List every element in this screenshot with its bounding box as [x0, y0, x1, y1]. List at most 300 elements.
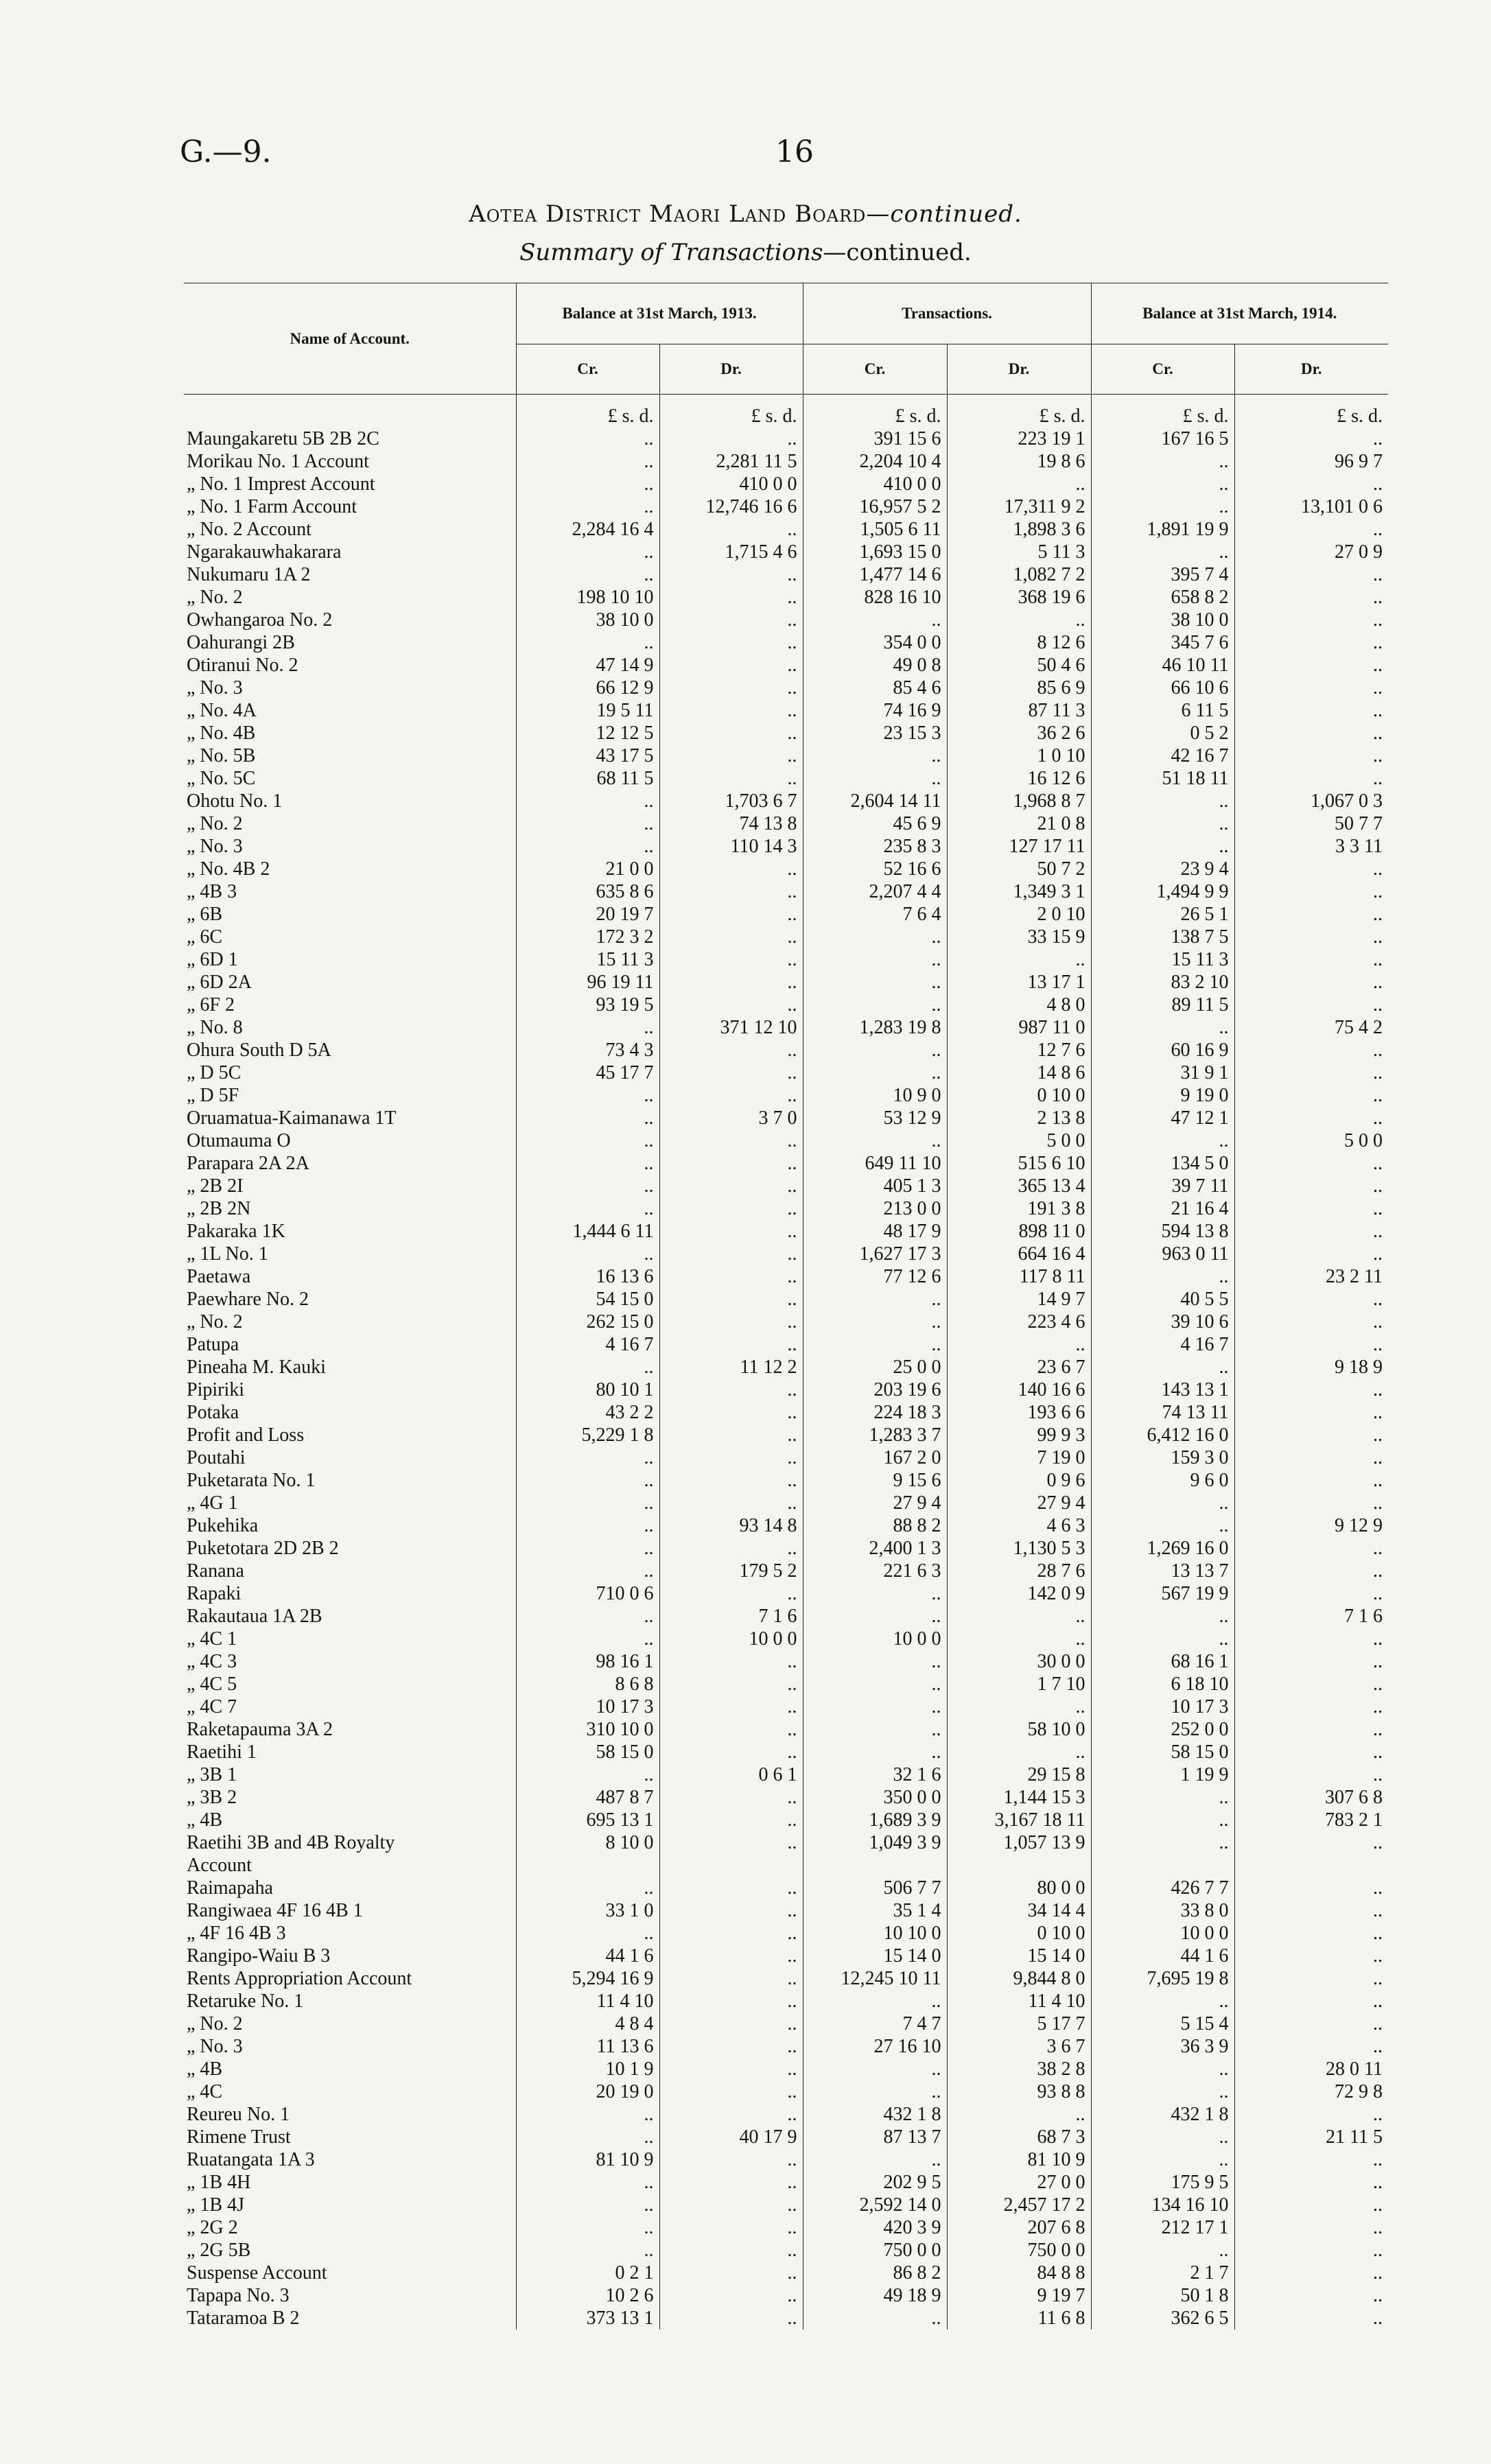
- amount-cell: ..: [659, 677, 803, 699]
- amount-cell: 750 0 0: [947, 2239, 1091, 2262]
- amount-cell: ..: [803, 1650, 947, 1673]
- amount-cell: ..: [803, 767, 947, 790]
- account-name: „ D 5C: [187, 1062, 242, 1083]
- account-name: Ranana: [187, 1560, 244, 1582]
- amount-cell: 2 13 8: [947, 1107, 1091, 1129]
- table-row: [184, 1220, 1388, 1243]
- amount-cell: 10 1 9: [516, 2058, 659, 2080]
- table-row: [184, 1446, 1388, 1469]
- amount-cell: 345 7 6: [1091, 631, 1234, 654]
- amount-cell: 4 8 4: [516, 2013, 659, 2035]
- amount-cell: 10 10 0: [803, 1922, 947, 1945]
- account-name: Ngarakauwhakarara: [187, 541, 342, 563]
- amount-cell: 8 6 8: [516, 1673, 659, 1696]
- amount-cell: ..: [516, 835, 659, 858]
- amount-cell: ..: [947, 609, 1091, 631]
- amount-cell: 66 12 9: [516, 677, 659, 699]
- amount-cell: ..: [516, 541, 659, 563]
- amount-cell: ..: [1234, 1741, 1388, 1763]
- amount-cell: 2 0 10: [947, 903, 1091, 926]
- amount-cell: ..: [1234, 1446, 1388, 1469]
- amount-cell: ..: [659, 2080, 803, 2103]
- amount-cell: ..: [659, 1424, 803, 1446]
- amount-cell: 73 4 3: [516, 1039, 659, 1061]
- table-row: [184, 1243, 1388, 1265]
- amount-cell: ..: [1091, 2080, 1234, 2103]
- amount-cell: ..: [516, 1129, 659, 1152]
- page-subtitle: [0, 239, 1491, 266]
- amount-cell: 426 7 7: [1091, 1877, 1234, 1899]
- table-row: [184, 1265, 1388, 1288]
- header-balance-1914: Balance at 31st March, 1914.: [1091, 283, 1388, 344]
- table-row: [184, 1605, 1388, 1628]
- amount-cell: 58 15 0: [1091, 1741, 1234, 1763]
- amount-cell: ..: [516, 1016, 659, 1039]
- amount-cell: ..: [659, 767, 803, 790]
- amount-cell: 1,715 4 6: [659, 541, 803, 563]
- amount-cell: ..: [1234, 2284, 1388, 2307]
- table-row: [184, 2035, 1388, 2058]
- amount-cell: 658 8 2: [1091, 586, 1234, 609]
- amount-cell: ..: [1234, 2194, 1388, 2216]
- amount-cell: ..: [803, 2307, 947, 2330]
- amount-cell: 2,457 17 2: [947, 2194, 1091, 2216]
- amount-cell: 1,283 3 7: [803, 1424, 947, 1446]
- amount-cell: ..: [1091, 541, 1234, 563]
- amount-cell: 11 4 10: [947, 1990, 1091, 2013]
- subtitle-main: Summary of Transactions: [519, 239, 823, 266]
- amount-cell: 1,082 7 2: [947, 563, 1091, 586]
- units-row: [184, 395, 1388, 428]
- amount-cell: 252 0 0: [1091, 1718, 1234, 1741]
- amount-cell: ..: [803, 1673, 947, 1696]
- amount-cell: ..: [803, 1582, 947, 1605]
- amount-cell: ..: [1234, 677, 1388, 699]
- amount-cell: ..: [1234, 631, 1388, 654]
- amount-cell: ..: [516, 1922, 659, 1945]
- subheader-cr: Cr.: [516, 344, 659, 395]
- subheader-cr: Cr.: [1091, 344, 1234, 395]
- amount-cell: ..: [1091, 835, 1234, 858]
- amount-cell: 223 4 6: [947, 1311, 1091, 1333]
- account-name: „ No. 4A: [187, 700, 257, 721]
- amount-cell: ..: [659, 1990, 803, 2013]
- amount-cell: 54 15 0: [516, 1288, 659, 1311]
- amount-cell: ..: [659, 1039, 803, 1061]
- table-row: [184, 2239, 1388, 2262]
- amount-cell: 93 14 8: [659, 1514, 803, 1537]
- amount-cell: 4 16 7: [516, 1333, 659, 1356]
- account-name: Patupa: [187, 1334, 239, 1355]
- amount-cell: 14 8 6: [947, 1061, 1091, 1084]
- amount-cell: [659, 1854, 803, 1877]
- account-name: „ No. 4B: [187, 723, 256, 744]
- amount-cell: 40 17 9: [659, 2126, 803, 2148]
- table-row: [184, 1288, 1388, 1311]
- table-row: [184, 2103, 1388, 2126]
- amount-cell: 1 0 10: [947, 744, 1091, 767]
- amount-cell: ..: [659, 994, 803, 1016]
- amount-cell: 11 12 2: [659, 1356, 803, 1378]
- amount-cell: 212 17 1: [1091, 2216, 1234, 2239]
- amount-cell: ..: [659, 1673, 803, 1696]
- amount-cell: ..: [1234, 1175, 1388, 1197]
- amount-cell: 198 10 10: [516, 586, 659, 609]
- amount-cell: 5 11 3: [947, 541, 1091, 563]
- amount-cell: ..: [659, 2035, 803, 2058]
- amount-cell: ..: [659, 631, 803, 654]
- amount-cell: 74 13 11: [1091, 1401, 1234, 1424]
- amount-cell: ..: [516, 2126, 659, 2148]
- amount-cell: 15 14 0: [803, 1945, 947, 1967]
- amount-cell: ..: [659, 971, 803, 994]
- amount-cell: ..: [803, 1990, 947, 2013]
- table-row: [184, 699, 1388, 722]
- amount-cell: 1,349 3 1: [947, 880, 1091, 903]
- amount-cell: ..: [1234, 1718, 1388, 1741]
- account-name: Paewhare No. 2: [187, 1289, 309, 1310]
- amount-cell: 38 10 0: [1091, 609, 1234, 631]
- amount-cell: ..: [659, 1537, 803, 1560]
- amount-cell: 140 16 6: [947, 1378, 1091, 1401]
- amount-cell: 1,283 19 8: [803, 1016, 947, 1039]
- amount-cell: 8 12 6: [947, 631, 1091, 654]
- amount-cell: ..: [516, 1197, 659, 1220]
- amount-cell: 26 5 1: [1091, 903, 1234, 926]
- account-name: „ 4C: [187, 2081, 223, 2102]
- account-name: „ 4B: [187, 2058, 223, 2080]
- amount-cell: 83 2 10: [1091, 971, 1234, 994]
- amount-cell: 9 6 0: [1091, 1469, 1234, 1492]
- amount-cell: ..: [1234, 1537, 1388, 1560]
- amount-cell: 85 4 6: [803, 677, 947, 699]
- account-name: Raimapaha: [187, 1877, 273, 1899]
- amount-cell: ..: [947, 1696, 1091, 1718]
- amount-cell: ..: [659, 1469, 803, 1492]
- amount-cell: 60 16 9: [1091, 1039, 1234, 1061]
- table-row: [184, 2058, 1388, 2080]
- amount-cell: 963 0 11: [1091, 1243, 1234, 1265]
- account-name: „ No. 4B 2: [187, 858, 270, 880]
- amount-cell: ..: [1234, 1469, 1388, 1492]
- amount-cell: ..: [1234, 427, 1388, 450]
- amount-cell: 7 6 4: [803, 903, 947, 926]
- amount-cell: 1,689 3 9: [803, 1809, 947, 1831]
- amount-cell: ..: [1091, 1605, 1234, 1628]
- amount-cell: 10 9 0: [803, 1084, 947, 1107]
- amount-cell: 4 8 0: [947, 994, 1091, 1016]
- amount-cell: 1,049 3 9: [803, 1831, 947, 1854]
- amount-cell: 635 8 6: [516, 880, 659, 903]
- amount-cell: 33 15 9: [947, 926, 1091, 948]
- amount-cell: ..: [803, 948, 947, 971]
- table-row: [184, 1311, 1388, 1333]
- amount-cell: ..: [1234, 1922, 1388, 1945]
- amount-cell: 43 2 2: [516, 1401, 659, 1424]
- account-name: Puketotara 2D 2B 2: [187, 1538, 339, 1559]
- amount-cell: 9 18 9: [1234, 1356, 1388, 1378]
- table-row: [184, 1560, 1388, 1582]
- table-row: [184, 1854, 1388, 1877]
- account-name: Pakaraka 1K: [187, 1221, 285, 1242]
- amount-cell: 1,130 5 3: [947, 1537, 1091, 1560]
- amount-cell: ..: [1091, 1809, 1234, 1831]
- subheader-dr: Dr.: [659, 344, 803, 395]
- amount-cell: ..: [659, 2058, 803, 2080]
- amount-cell: 1,898 3 6: [947, 518, 1091, 541]
- account-name: Profit and Loss: [187, 1424, 305, 1446]
- amount-cell: ..: [803, 971, 947, 994]
- amount-cell: 88 8 2: [803, 1514, 947, 1537]
- amount-cell: 17,311 9 2: [947, 495, 1091, 518]
- account-name: „ 6D 1: [187, 949, 238, 970]
- table-row: [184, 677, 1388, 699]
- amount-cell: [947, 1854, 1091, 1877]
- account-name: Raketapauma 3A 2: [187, 1719, 333, 1740]
- table-row: [184, 1967, 1388, 1990]
- account-name: „ No. 8: [187, 1017, 243, 1038]
- amount-cell: 25 0 0: [803, 1356, 947, 1378]
- amount-cell: 23 6 7: [947, 1356, 1091, 1378]
- units-cell: £ s. d.: [1091, 395, 1234, 428]
- amount-cell: 11 6 8: [947, 2307, 1091, 2330]
- amount-cell: ..: [1234, 654, 1388, 677]
- amount-cell: 371 12 10: [659, 1016, 803, 1039]
- header-transactions: Transactions.: [803, 283, 1091, 344]
- amount-cell: [803, 1854, 947, 1877]
- table-row: [184, 1650, 1388, 1673]
- account-name: Oruamatua-Kaimanawa 1T: [187, 1107, 397, 1129]
- table-row: [184, 1039, 1388, 1061]
- amount-cell: 2,281 11 5: [659, 450, 803, 473]
- amount-cell: 175 9 5: [1091, 2171, 1234, 2194]
- amount-cell: ..: [803, 1741, 947, 1763]
- amount-cell: 362 6 5: [1091, 2307, 1234, 2330]
- header-name-of-account: Name of Account.: [184, 283, 516, 395]
- amount-cell: ..: [659, 1084, 803, 1107]
- amount-cell: 0 10 0: [947, 1922, 1091, 1945]
- amount-cell: ..: [1234, 1061, 1388, 1084]
- amount-cell: ..: [1091, 473, 1234, 495]
- account-name: „ No. 1 Farm Account: [187, 496, 357, 517]
- table-row: [184, 1696, 1388, 1718]
- account-name: Tapapa No. 3: [187, 2285, 290, 2306]
- amount-cell: ..: [659, 1220, 803, 1243]
- amount-cell: 9 15 6: [803, 1469, 947, 1492]
- amount-cell: 3 6 7: [947, 2035, 1091, 2058]
- table-row: [184, 1492, 1388, 1514]
- amount-cell: ..: [1234, 1877, 1388, 1899]
- table-row: [184, 1809, 1388, 1831]
- table-row: [184, 767, 1388, 790]
- table-row: [184, 1877, 1388, 1899]
- amount-cell: ..: [803, 1061, 947, 1084]
- account-name: „ D 5F: [187, 1085, 239, 1106]
- amount-cell: 567 19 9: [1091, 1582, 1234, 1605]
- amount-cell: ..: [1234, 880, 1388, 903]
- amount-cell: 10 0 0: [803, 1628, 947, 1650]
- account-name: „ No. 2: [187, 813, 243, 834]
- amount-cell: 12 12 5: [516, 722, 659, 744]
- amount-cell: ..: [659, 1197, 803, 1220]
- account-name: Ohotu No. 1: [187, 790, 283, 812]
- amount-cell: 46 10 11: [1091, 654, 1234, 677]
- amount-cell: 12 7 6: [947, 1039, 1091, 1061]
- account-name: Rakautaua 1A 2B: [187, 1606, 322, 1627]
- account-name: Rapaki: [187, 1583, 242, 1604]
- amount-cell: ..: [947, 473, 1091, 495]
- amount-cell: 68 7 3: [947, 2126, 1091, 2148]
- account-name: Morikau No. 1 Account: [187, 451, 369, 472]
- amount-cell: ..: [1234, 1990, 1388, 2013]
- account-name: „ No. 2: [187, 2013, 243, 2034]
- amount-cell: ..: [659, 1401, 803, 1424]
- account-name: Pineaha M. Kauki: [187, 1357, 326, 1378]
- amount-cell: 29 15 8: [947, 1763, 1091, 1786]
- amount-cell: 9,844 8 0: [947, 1967, 1091, 1990]
- amount-cell: 828 16 10: [803, 586, 947, 609]
- table-row: [184, 1514, 1388, 1537]
- amount-cell: ..: [659, 2262, 803, 2284]
- amount-cell: ..: [516, 1492, 659, 1514]
- amount-cell: 50 1 8: [1091, 2284, 1234, 2307]
- account-name: Parapara 2A 2A: [187, 1153, 309, 1174]
- amount-cell: ..: [1234, 2103, 1388, 2126]
- amount-cell: 2,207 4 4: [803, 880, 947, 903]
- amount-cell: ..: [1091, 2058, 1234, 2080]
- amount-cell: ..: [1091, 1514, 1234, 1537]
- table-row: [184, 1582, 1388, 1605]
- account-name: „ No. 5C: [187, 768, 256, 789]
- amount-cell: 262 15 0: [516, 1311, 659, 1333]
- amount-cell: ..: [1091, 1129, 1234, 1152]
- table-row: [184, 1990, 1388, 2013]
- amount-cell: 202 9 5: [803, 2171, 947, 2194]
- amount-cell: 27 9 4: [803, 1492, 947, 1514]
- amount-cell: ..: [516, 2216, 659, 2239]
- table-row: [184, 2171, 1388, 2194]
- amount-cell: 10 0 0: [659, 1628, 803, 1650]
- amount-cell: 5 15 4: [1091, 2013, 1234, 2035]
- amount-cell: 134 16 10: [1091, 2194, 1234, 2216]
- amount-cell: 1,968 8 7: [947, 790, 1091, 812]
- amount-cell: 11 13 6: [516, 2035, 659, 2058]
- amount-cell: 391 15 6: [803, 427, 947, 450]
- amount-cell: 515 6 10: [947, 1152, 1091, 1175]
- amount-cell: 75 4 2: [1234, 1016, 1388, 1039]
- table-row: [184, 473, 1388, 495]
- amount-cell: 1,891 19 9: [1091, 518, 1234, 541]
- amount-cell: ..: [1234, 1084, 1388, 1107]
- amount-cell: 365 13 4: [947, 1175, 1091, 1197]
- amount-cell: 6,412 16 0: [1091, 1424, 1234, 1446]
- table-row: [184, 1537, 1388, 1560]
- amount-cell: 5 0 0: [947, 1129, 1091, 1152]
- table-row: [184, 1378, 1388, 1401]
- amount-cell: 783 2 1: [1234, 1809, 1388, 1831]
- amount-cell: ..: [516, 1628, 659, 1650]
- amount-cell: 31 9 1: [1091, 1061, 1234, 1084]
- amount-cell: 87 11 3: [947, 699, 1091, 722]
- amount-cell: 93 8 8: [947, 2080, 1091, 2103]
- table-row: [184, 1469, 1388, 1492]
- amount-cell: 2,592 14 0: [803, 2194, 947, 2216]
- account-name: Nukumaru 1A 2: [187, 564, 311, 585]
- amount-cell: ..: [659, 1175, 803, 1197]
- amount-cell: 420 3 9: [803, 2216, 947, 2239]
- amount-cell: 16,957 5 2: [803, 495, 947, 518]
- amount-cell: 213 0 0: [803, 1197, 947, 1220]
- amount-cell: ..: [1234, 1220, 1388, 1243]
- account-name: Maungakaretu 5B 2B 2C: [187, 428, 379, 449]
- amount-cell: 1,627 17 3: [803, 1243, 947, 1265]
- table-row: [184, 903, 1388, 926]
- account-name: Raetihi 3B and 4B Royalty: [187, 1832, 395, 1853]
- amount-cell: 987 11 0: [947, 1016, 1091, 1039]
- account-name: „ 2B 2I: [187, 1175, 244, 1197]
- amount-cell: 0 5 2: [1091, 722, 1234, 744]
- amount-cell: 224 18 3: [803, 1401, 947, 1424]
- amount-cell: 5,294 16 9: [516, 1967, 659, 1990]
- account-name: Owhangaroa No. 2: [187, 609, 333, 631]
- amount-cell: 1,144 15 3: [947, 1786, 1091, 1809]
- amount-cell: ..: [516, 427, 659, 450]
- amount-cell: ..: [659, 1446, 803, 1469]
- table-row: [184, 2080, 1388, 2103]
- amount-cell: 43 17 5: [516, 744, 659, 767]
- amount-cell: ..: [1234, 948, 1388, 971]
- account-name: „ No. 3: [187, 677, 243, 699]
- account-name: Otiranui No. 2: [187, 655, 298, 676]
- amount-cell: ..: [516, 1175, 659, 1197]
- amount-cell: 36 3 9: [1091, 2035, 1234, 2058]
- amount-cell: 58 15 0: [516, 1741, 659, 1763]
- amount-cell: ..: [659, 2171, 803, 2194]
- amount-cell: ..: [659, 722, 803, 744]
- amount-cell: ..: [659, 1899, 803, 1922]
- amount-cell: 750 0 0: [803, 2239, 947, 2262]
- amount-cell: ..: [659, 1741, 803, 1763]
- amount-cell: ..: [1234, 1582, 1388, 1605]
- amount-cell: [1234, 1854, 1388, 1877]
- amount-cell: ..: [659, 1333, 803, 1356]
- subheader-dr: Dr.: [1234, 344, 1388, 395]
- amount-cell: 1,269 16 0: [1091, 1537, 1234, 1560]
- amount-cell: 86 8 2: [803, 2262, 947, 2284]
- amount-cell: 77 12 6: [803, 1265, 947, 1288]
- table-row: [184, 790, 1388, 812]
- amount-cell: 72 9 8: [1234, 2080, 1388, 2103]
- amount-cell: ..: [1234, 699, 1388, 722]
- title-main: Aotea District Maori Land Board: [469, 200, 867, 228]
- amount-cell: 5 17 7: [947, 2013, 1091, 2035]
- table-row: [184, 1741, 1388, 1763]
- account-name: „ 4C 5: [187, 1674, 237, 1695]
- amount-cell: 7 1 6: [1234, 1605, 1388, 1628]
- amount-cell: ..: [516, 450, 659, 473]
- amount-cell: ..: [1234, 563, 1388, 586]
- amount-cell: ..: [1234, 994, 1388, 1016]
- amount-cell: 193 6 6: [947, 1401, 1091, 1424]
- amount-cell: ..: [659, 858, 803, 880]
- amount-cell: 84 8 8: [947, 2262, 1091, 2284]
- amount-cell: 80 0 0: [947, 1877, 1091, 1899]
- amount-cell: 2 1 7: [1091, 2262, 1234, 2284]
- amount-cell: ..: [947, 1333, 1091, 1356]
- amount-cell: 34 14 4: [947, 1899, 1091, 1922]
- account-name: „ 3B 2: [187, 1787, 237, 1808]
- amount-cell: 143 13 1: [1091, 1378, 1234, 1401]
